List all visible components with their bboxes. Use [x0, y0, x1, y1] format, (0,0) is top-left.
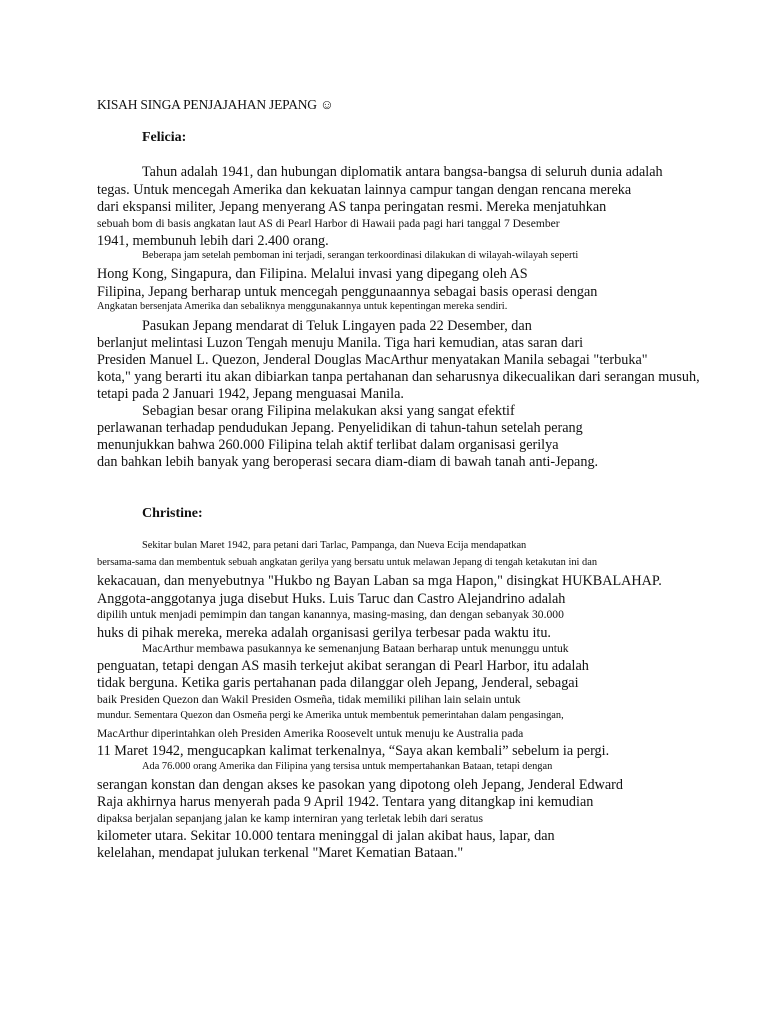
paragraph-line: tetapi pada 2 Januari 1942, Jepang menguasai Manila. — [97, 386, 404, 402]
document-title: KISAH SINGA PENJAJAHAN JEPANG ☺ — [97, 97, 334, 112]
paragraph-line: Ada 76.000 orang Amerika dan Filipina yang tersisa untuk mempertahankan Bataan, tetapi dengan — [142, 761, 553, 772]
paragraph-line: Beberapa jam setelah pemboman ini terjadi, serangan terkoordinasi dilakukan di wilayah-wilayah seperti — [142, 250, 579, 261]
paragraph-line: Raja akhirnya harus menyerah pada 9 April 1942. Tentara yang ditangkap ini kemudian — [97, 794, 594, 810]
paragraph-line: 11 Maret 1942, mengucapkan kalimat terkenalnya, “Saya akan kembali” sebelum ia pergi. — [97, 743, 610, 759]
paragraph-line: Filipina, Jepang berharap untuk mencegah penggunaannya sebagai basis operasi dengan — [97, 284, 598, 300]
paragraph-line: huks di pihak mereka, mereka adalah organisasi gerilya terbesar pada waktu itu. — [97, 625, 551, 641]
paragraph-line: perlawanan terhadap pendudukan Jepang. Penyelidikan di tahun-tahun setelah perang — [97, 420, 583, 436]
paragraph-line: berlanjut melintasi Luzon Tengah menuju Manila. Tiga hari kemudian, atas saran dari — [97, 335, 584, 351]
paragraph-line: dipilih untuk menjadi pemimpin dan tangan kanannya, masing-masing, dan dengan sebanyak 30.000 — [97, 608, 564, 621]
paragraph-line: dan bahkan lebih banyak yang beroperasi secara diam-diam di bawah tanah anti-Jepang. — [97, 454, 599, 470]
paragraph-line: menunjukkan bahwa 260.000 Filipina telah aktif terlibat dalam organisasi gerilya — [97, 437, 559, 453]
paragraph-line: tegas. Untuk mencegah Amerika dan kekuatan lainnya campur tangan dengan rencana mereka — [97, 182, 632, 198]
paragraph-line: dari ekspansi militer, Jepang menyerang AS tanpa peringatan resmi. Mereka menjatuhkan — [97, 199, 607, 215]
paragraph-line: serangan konstan dan dengan akses ke pasokan yang dipotong oleh Jepang, Jenderal Edward — [97, 777, 623, 793]
paragraph-line: kelelahan, mendapat julukan terkenal "Maret Kematian Bataan." — [97, 845, 464, 861]
paragraph-line: tidak berguna. Ketika garis pertahanan pada dilanggar oleh Jepang, Jenderal, sebagai — [97, 675, 579, 691]
paragraph-line: sebuah bom di basis angkatan laut AS di Pearl Harbor di Hawaii pada pagi hari tanggal 7 Desember — [97, 217, 560, 230]
paragraph-line: kilometer utara. Sekitar 10.000 tentara meninggal di jalan akibat haus, lapar, dan — [97, 828, 555, 844]
paragraph-line: MacArthur membawa pasukannya ke semenanjung Bataan berharap untuk menunggu untuk — [142, 642, 569, 655]
paragraph-line: Presiden Manuel L. Quezon, Jenderal Douglas MacArthur menyatakan Manila sebagai "terbuka" — [97, 352, 648, 368]
paragraph-line: kota," yang berarti itu akan dibiarkan tanpa pertahanan dan seharusnya dikecualikan dari serangan musuh, — [97, 369, 700, 385]
paragraph-line: Anggota-anggotanya juga disebut Huks. Luis Taruc dan Castro Alejandrino adalah — [97, 591, 566, 607]
section-author-felicia: Felicia: — [142, 130, 187, 145]
paragraph-line: baik Presiden Quezon dan Wakil Presiden Osmeña, tidak memiliki pilihan lain selain untuk — [97, 693, 521, 706]
paragraph-line: Hong Kong, Singapura, dan Filipina. Melalui invasi yang dipegang oleh AS — [97, 266, 528, 282]
paragraph-line: Sekitar bulan Maret 1942, para petani dari Tarlac, Pampanga, dan Nueva Ecija mendapatkan — [142, 540, 527, 551]
paragraph-line: MacArthur diperintahkan oleh Presiden Amerika Roosevelt untuk menuju ke Australia pada — [97, 727, 524, 740]
paragraph-line: dipaksa berjalan sepanjang jalan ke kamp interniran yang terletak lebih dari seratus — [97, 812, 483, 825]
paragraph-line: Pasukan Jepang mendarat di Teluk Lingayen pada 22 Desember, dan — [142, 318, 532, 334]
paragraph-line: kekacauan, dan menyebutnya "Hukbo ng Bayan Laban sa mga Hapon," disingkat HUKBALAHAP. — [97, 573, 662, 589]
paragraph-line: bersama-sama dan membentuk sebuah angkatan gerilya yang bersatu untuk melawan Jepang di tengah ketakutan ini dan — [97, 557, 598, 568]
paragraph-line: penguatan, tetapi dengan AS masih terkejut akibat serangan di Pearl Harbor, itu adalah — [97, 658, 589, 674]
paragraph-line: mundur. Sementara Quezon dan Osmeña pergi ke Amerika untuk membentuk pemerintahan dalam pengasingan, — [97, 710, 564, 721]
section-author-christine: Christine: — [142, 506, 203, 521]
paragraph-line: Tahun adalah 1941, dan hubungan diplomatik antara bangsa-bangsa di seluruh dunia adalah — [142, 164, 663, 180]
paragraph-line: Angkatan bersenjata Amerika dan sebaliknya menggunakannya untuk kepentingan mereka sendiri. — [97, 301, 508, 312]
paragraph-line: Sebagian besar orang Filipina melakukan aksi yang sangat efektif — [142, 403, 515, 419]
paragraph-line: 1941, membunuh lebih dari 2.400 orang. — [97, 233, 329, 249]
